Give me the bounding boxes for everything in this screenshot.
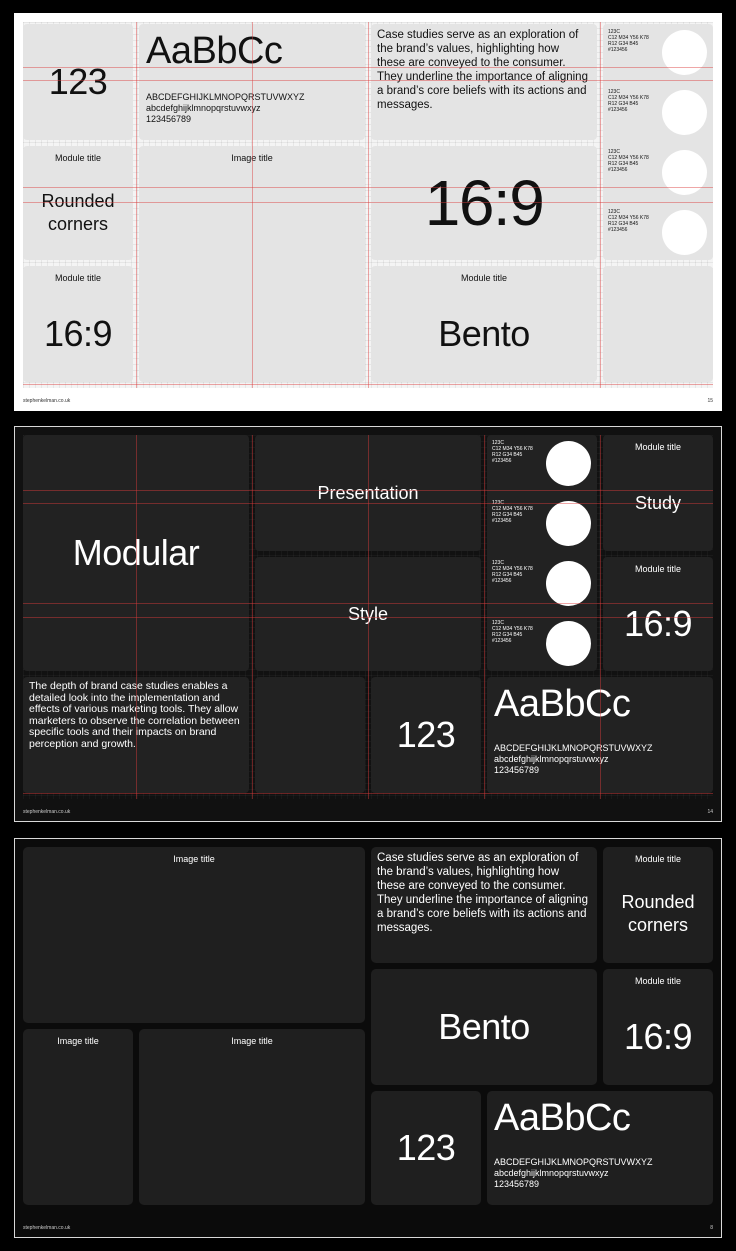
ratio-card	[603, 557, 713, 671]
bento-card	[371, 266, 597, 382]
type-uppercase: ABCDEFGHIJKLMNOPQRSTUVWXYZ	[494, 1157, 653, 1167]
color-swatch	[603, 24, 713, 84]
module-title: Module title	[634, 564, 682, 574]
image-title: Image title	[231, 1036, 273, 1046]
guide-line	[600, 22, 601, 388]
modular-label: Modular	[72, 532, 200, 573]
swatch-circle	[662, 30, 707, 75]
guide-line	[252, 435, 253, 799]
page-dark-clean	[14, 838, 722, 1238]
type-heading: AaBbCc	[494, 1097, 631, 1139]
guide-line	[368, 22, 369, 388]
type-heading: AaBbCc	[146, 30, 283, 72]
type-digits: 123456789	[494, 765, 540, 775]
guide-line	[368, 435, 369, 799]
footer-url: stephenkelman.co.uk	[23, 809, 71, 815]
footer-url: stephenkelman.co.uk	[23, 1225, 71, 1231]
ratio-label: 16:9	[623, 603, 693, 644]
swatch-column	[603, 24, 713, 260]
image-title: Image title	[57, 1036, 99, 1046]
rounded-corners-label: Rounded corners	[621, 892, 695, 935]
page-number: 8	[710, 1225, 713, 1231]
type-uppercase: ABCDEFGHIJKLMNOPQRSTUVWXYZ	[494, 743, 653, 753]
type-digits: 123456789	[146, 114, 192, 124]
image-card-small	[23, 1029, 133, 1205]
ratio-card-small	[23, 266, 133, 382]
rounded-corners-label: Rounded corners	[41, 191, 115, 234]
type-uppercase: ABCDEFGHIJKLMNOPQRSTUVWXYZ	[146, 92, 305, 102]
color-swatch	[487, 615, 597, 671]
image-title: Image title	[173, 854, 215, 864]
swatch-circle	[546, 441, 591, 486]
bento-label: Bento	[438, 313, 530, 354]
grid-area	[23, 22, 713, 388]
study-label: Study	[634, 492, 682, 513]
swatch-codes: 123C C12 M34 Y56 K78 R12 G34 B45 #123456	[608, 149, 649, 173]
type-lowercase: abcdefghijklmnopqrstuvwxyz	[146, 103, 261, 113]
ratio-label: 16:9	[424, 167, 544, 239]
color-swatch	[603, 204, 713, 260]
module-title: Module title	[54, 153, 102, 163]
bento-label: Bento	[438, 1006, 530, 1047]
guide-line	[136, 435, 137, 799]
ratio-label: 16:9	[43, 313, 113, 354]
swatch-circle	[546, 561, 591, 606]
swatch-circle	[662, 150, 707, 195]
page-number: 14	[707, 809, 713, 815]
type-digits: 123456789	[494, 1179, 540, 1189]
paragraph-card	[371, 847, 597, 963]
swatch-circle	[546, 501, 591, 546]
type-lowercase: abcdefghijklmnopqrstuvwxyz	[494, 754, 609, 764]
empty-card	[255, 677, 365, 793]
empty-card	[603, 266, 713, 382]
color-swatch	[603, 144, 713, 204]
grid-area	[23, 847, 713, 1215]
numbers-label: 123	[48, 61, 108, 102]
swatch-codes: 123C C12 M34 Y56 K78 R12 G34 B45 #123456	[608, 89, 649, 113]
numbers-label: 123	[396, 714, 456, 755]
guide-line	[600, 435, 601, 799]
guide-line	[252, 22, 253, 388]
paragraph-text: Case studies serve as an exploration of the brand’s values, highlighting how these are conveyed to the consumer. They underline the importance of aligning a brand’s core beliefs with its actions and messages.	[377, 852, 588, 934]
swatch-codes: 123C C12 M34 Y56 K78 R12 G34 B45 #123456	[492, 440, 533, 464]
module-title: Module title	[634, 854, 682, 864]
color-swatch	[487, 435, 597, 495]
paragraph-card	[371, 24, 597, 140]
numbers-card	[371, 1091, 481, 1205]
style-label: Style	[347, 603, 389, 624]
module-title: Module title	[460, 273, 508, 283]
guide-line	[136, 22, 137, 388]
color-swatch	[603, 84, 713, 144]
swatch-codes: 123C C12 M34 Y56 K78 R12 G34 B45 #123456	[492, 500, 533, 524]
image-card-large	[23, 847, 365, 1023]
module-title: Module title	[634, 442, 682, 452]
color-swatch	[487, 555, 597, 615]
image-title: Image title	[231, 153, 273, 163]
swatch-circle	[662, 90, 707, 135]
page-dark-grid	[14, 426, 722, 822]
footer-url: stephenkelman.co.uk	[23, 398, 71, 404]
image-card-medium	[139, 1029, 365, 1205]
module-title: Module title	[634, 976, 682, 986]
study-card	[603, 435, 713, 551]
numbers-card	[23, 24, 133, 140]
page-light-grid	[14, 13, 722, 411]
numbers-label: 123	[396, 1127, 456, 1168]
grid-area	[23, 435, 713, 799]
bento-card	[371, 969, 597, 1085]
ratio-card-large	[371, 146, 597, 260]
paragraph-text: The depth of brand case studies enables a detailed look into the implementation and effects of various marketing tools. They allow marketers to observe the correlation between specific tools and their impacts on brand perception and growth.	[29, 680, 240, 750]
paragraph-text: Case studies serve as an exploration of the brand’s values, highlighting how these are conveyed to the consumer. They underline the importance of aligning a brand’s core beliefs with its actions and messages.	[377, 29, 588, 111]
ratio-label: 16:9	[623, 1016, 693, 1057]
swatch-codes: 123C C12 M34 Y56 K78 R12 G34 B45 #123456	[492, 560, 533, 584]
guide-line	[484, 435, 485, 799]
page-number: 15	[707, 398, 713, 404]
type-heading: AaBbCc	[494, 683, 631, 725]
module-title: Module title	[54, 273, 102, 283]
rounded-corners-card	[23, 146, 133, 260]
color-swatch	[487, 495, 597, 555]
type-specimen-card	[487, 1091, 713, 1205]
ratio-card	[603, 969, 713, 1085]
swatch-codes: 123C C12 M34 Y56 K78 R12 G34 B45 #123456	[608, 209, 649, 233]
type-lowercase: abcdefghijklmnopqrstuvwxyz	[494, 1168, 609, 1178]
swatch-column	[487, 435, 597, 671]
swatch-codes: 123C C12 M34 Y56 K78 R12 G34 B45 #123456	[608, 29, 649, 53]
presentation-label: Presentation	[317, 482, 419, 503]
rounded-corners-card	[603, 847, 713, 963]
swatch-codes: 123C C12 M34 Y56 K78 R12 G34 B45 #123456	[492, 620, 533, 644]
numbers-card	[371, 677, 481, 793]
swatch-circle	[546, 621, 591, 666]
swatch-circle	[662, 210, 707, 255]
